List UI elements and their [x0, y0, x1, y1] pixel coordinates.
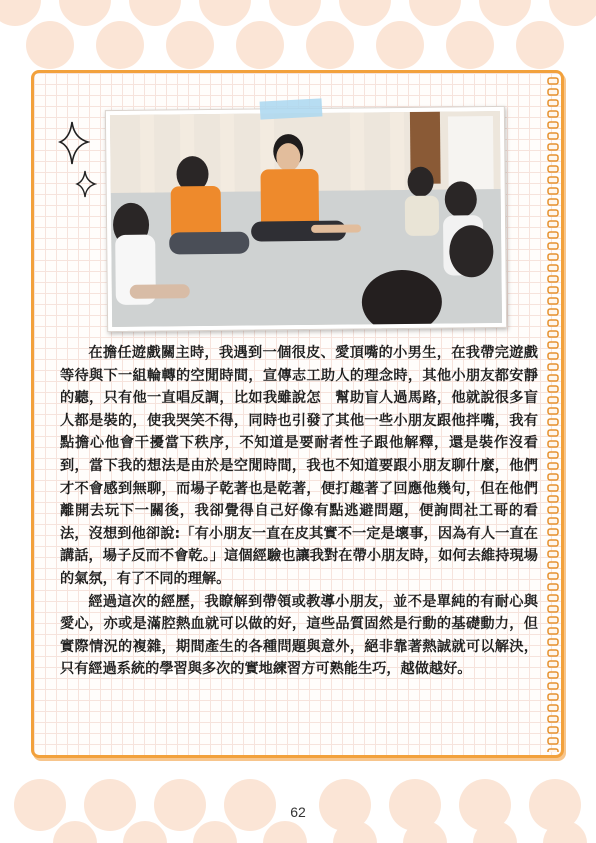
paragraph: 在擔任遊戲關主時，我遇到一個很皮、愛頂嘴的小男生，在我帶完遊戲等待與下一組輪轉的空閒時間，宣傳志工助人的理念時，其他小朋友都安靜的聽，只有他一直唱反調，比如我雖說怎 幫助盲人過馬路，他就說很多盲人都是裝的，使我哭笑不得，同時也引發了其他一些小朋友跟他拌嘴，我有點擔心他會干擾當下秩序，不知道是要耐者性子跟他解釋，還是裝作沒看到，當下我的想法是由於是空閒時間，我也不知道要跟小朋友聊什麼，他們才不會感到無聊，而場子乾著也是乾著，便打趣著了回應他幾句，但在他們離開去玩下一關後，我卻覺得自己好像有點逃避問題，便詢問社工哥的看法，沒想到他卻說:「有小朋友一直在皮其實不一定是壞事，因為有人一直在講話，場子反而不會乾。」這個經驗也讓我對在帶小朋友時，如何去維持現場的氣氛，有了不同的理解。: [60, 345, 538, 587]
page-number: 62: [290, 804, 306, 820]
photo-tape: [260, 98, 323, 119]
sparkle-icon: [75, 170, 97, 198]
activity-photo-frame: [105, 106, 507, 332]
activity-photo: [110, 111, 502, 327]
notebook-spiral: [546, 76, 560, 752]
article-body: [60, 342, 538, 681]
paragraph: 經過這次的經歷，我瞭解到帶領或教導小朋友，並不是單純的有耐心與愛心，亦或是滿腔熱血就可以做的好，這些品質固然是行動的基礎動力，但實際情況的複雜，期間產生的各種問題與意外，絕非靠著熱誠就可以解決，只有經過系統的學習與多次的實地練習方可熟能生巧，越做越好。: [60, 593, 538, 678]
sparkle-icon: [58, 120, 90, 166]
